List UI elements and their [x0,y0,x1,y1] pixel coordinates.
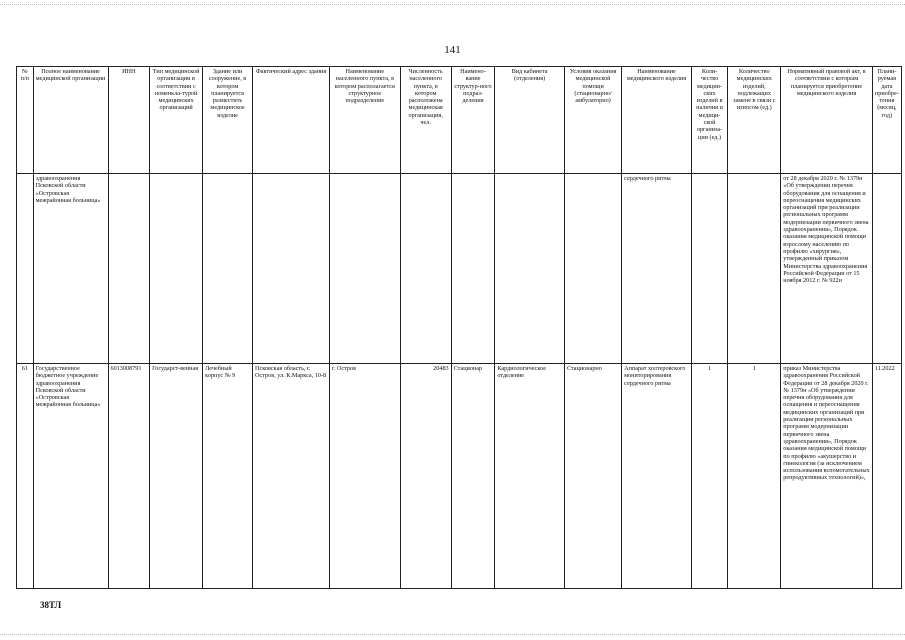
cell-settlement: г. Остров [329,364,400,589]
header-building: Здание или сооружение, в котором планируется разместить медицинское изделие [203,67,253,174]
cell-act: приказ Министерства здравоохранения Российской Федерации от 28 декабря 2020 г. № 1379н «Об утверждении перечня оборудования для оснащения и переоснащения медицинских организаций при реализации региональных программ модернизации первичного звена здравоохранения», Порядок оказания медицинской помощи по профилю «акушерство и гинекология (за исключением использования вспомогательных репродуктивных технологий)», [781,364,873,589]
cell-conditions: Стационарно [564,364,621,589]
cell-unit: Стационар [451,364,495,589]
table-row [17,174,902,364]
cell-act: от 28 декабря 2020 г. № 1379н «Об утверждении перечня оборудования для оснащения и переоснащения медицинских организаций при реализации региональных программ модернизации первичного звена здравоохранения», Порядок оказания медицинской помощи взрослому населению по профилю «хирургия», утвержденный приказом Министерства здравоохранения Российской Федерации от 15 ноября 2012 г. № 922н [781,174,873,364]
cell-building: Лечебный корпус № 9 [203,364,253,589]
cell-num [17,174,34,364]
cell-unit [451,174,495,364]
header-conditions: Условия оказания медицинской помощи (стационарно/амбулаторно) [564,67,621,174]
cell-building [203,174,253,364]
header-act: Нормативный правовой акт, в соответствии с которым планируется приобретение медицинского изделия [781,67,873,174]
header-cabinet: Вид кабинета (отделения) [495,67,565,174]
page-number: 141 [444,44,461,56]
cell-date [872,174,901,364]
footer-code: 38ТЛ [40,600,62,610]
cell-replace: 1 [728,364,781,589]
cell-inn [108,174,150,364]
scan-artifact-bottom [0,634,905,635]
cell-qty [691,174,727,364]
header-date: Плани-руемая дата приобре-тения (месяц, год) [872,67,901,174]
cell-replace [728,174,781,364]
header-org: Полное наименование медицинской организации [33,67,108,174]
header-address: Фактический адрес здания [253,67,330,174]
header-num: № п/п [17,67,34,174]
header-qty: Коли-чество медицин-ских изделий в наличии в медици-ской организа-ции (ед.) [691,67,727,174]
cell-org: Государственное бюджетное учреждение здравоохранения Псковской области «Островская межрайонная больница» [33,364,108,589]
cell-population: 20483 [400,364,451,589]
scan-artifact-top [0,4,905,5]
cell-device: Аппарат холтеровского мониторирования сердечного ритма [622,364,692,589]
cell-settlement [329,174,400,364]
cell-type [150,174,203,364]
cell-num: 61 [17,364,34,589]
cell-inn: 6013008791 [108,364,150,589]
cell-org: здравоохранения Псковской области «Островская межрайонная больница» [33,174,108,364]
cell-device: сердечного ритма [622,174,692,364]
header-device: Наименование медицинского изделия [622,67,692,174]
cell-cabinet: Кардиологическое отделение [495,364,565,589]
cell-population [400,174,451,364]
cell-cabinet [495,174,565,364]
equipment-table [16,66,902,589]
cell-address [253,174,330,364]
cell-conditions [564,174,621,364]
cell-type: Государст-венная [150,364,203,589]
header-replace: Количество медицинских изделий, подлежащих замене в связи с износом (ед.) [728,67,781,174]
header-inn: ИНН [108,67,150,174]
cell-qty: 1 [691,364,727,589]
header-settlement: Наименование населенного пункта, в котором располагается структурное подразделение [329,67,400,174]
header-unit: Наимено-вание структур-ного подраз-деления [451,67,495,174]
table-row [17,364,902,589]
cell-address: Псковская область, г. Остров, ул. К.Маркса, 10-8 [253,364,330,589]
header-type: Тип медицинской организации в соответствии с номенкла-турой медицинских организаций [150,67,203,174]
header-population: Численность населенного пункта, в котором расположена медицинская организация, чел. [400,67,451,174]
header-row [17,67,902,174]
cell-date: 11.2022 [872,364,901,589]
